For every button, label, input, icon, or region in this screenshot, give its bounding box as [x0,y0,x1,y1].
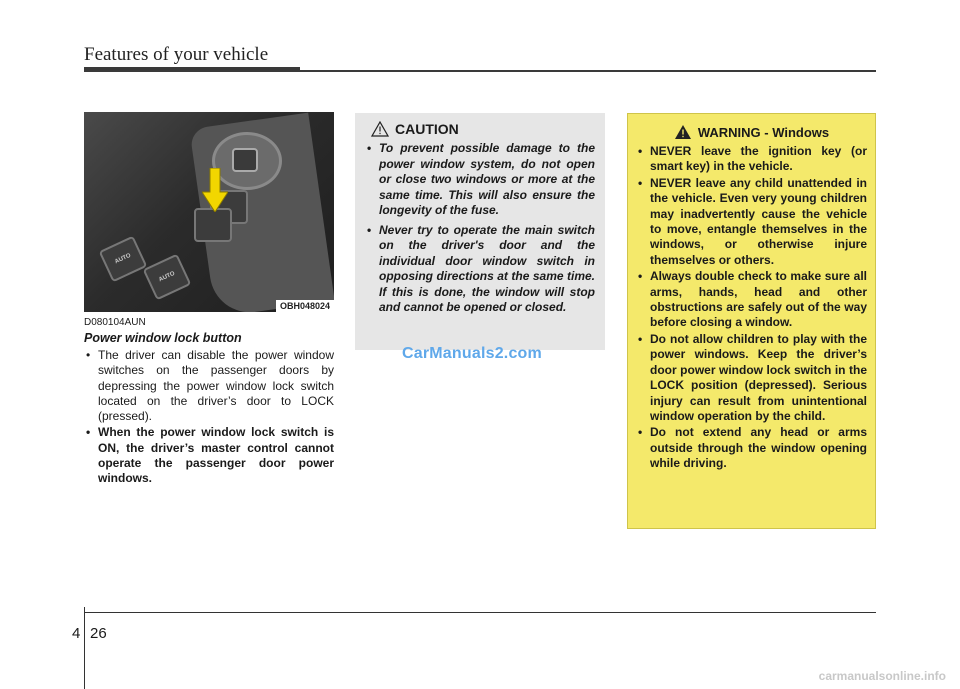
footer-rule [84,612,876,613]
list-item: • To prevent possible damage to the power window system, do not open or close two windows or more at the same time. This will also ensure the longevity of the fuse. [365,141,595,219]
list-item: • NEVER leave any child unattended in the vehicle. Even very young children may inadvertently cause the vehicle to move, entangle themselves in the windows, or otherwise injure themselves or others. [636,176,867,268]
caution-triangle-icon [371,121,389,137]
list-item: • Never try to operate the main switch on the driver's door and the individual door window switch in opposing directions at the same time. If this is done, the window will stop and cannot be opened or closed. [365,223,595,316]
footer-site-link[interactable]: carmanualsonline.info [818,669,946,683]
header-rule-thin [300,70,876,72]
warning-title: WARNING - Windows [697,124,830,140]
list-item: • Always double check to make sure all arms, hands, head and other obstructions are safely out of the way before closing a window. [636,269,867,331]
photo-caption: OBH048024 [276,300,334,312]
footer-divider [84,607,85,689]
list-item: • When the power window lock switch is ON, the driver’s master control cannot operate the passenger door power windows. [84,425,334,486]
section-code: D080104AUN [84,317,146,328]
caution-title: CAUTION [395,121,459,137]
warning-triangle-icon [674,124,692,140]
warning-box [627,113,876,529]
header-rule [84,67,300,72]
list-item: • The driver can disable the power window switches on the passenger doors by depressing the power window lock switch located on the driver’s door to LOCK (pressed). [84,348,334,424]
section-subheading: Power window lock button [84,331,242,345]
auto-switch: AUTO [143,254,192,301]
page-number: 26 [90,625,107,642]
list-item: • Do not allow children to play with the power windows. Keep the driver’s door power window lock switch in the LOCK position (depressed). Serious injury can result from unintentional window operation by the child. [636,332,867,424]
list-item: • Do not extend any head or arms outside through the window opening while driving. [636,425,867,471]
watermark-link[interactable]: CarManuals2.com [402,345,542,362]
lock-button-list [84,348,334,488]
caution-box [355,113,605,350]
list-item: • NEVER leave the ignition key (or smart key) in the vehicle. [636,144,867,175]
window-switch-photo [84,112,334,312]
auto-switch: AUTO [99,236,148,283]
lock-switch [194,208,232,242]
arrow-down-icon [202,168,228,212]
chapter-number: 4 [72,625,81,642]
header-title: Features of your vehicle [84,44,269,65]
